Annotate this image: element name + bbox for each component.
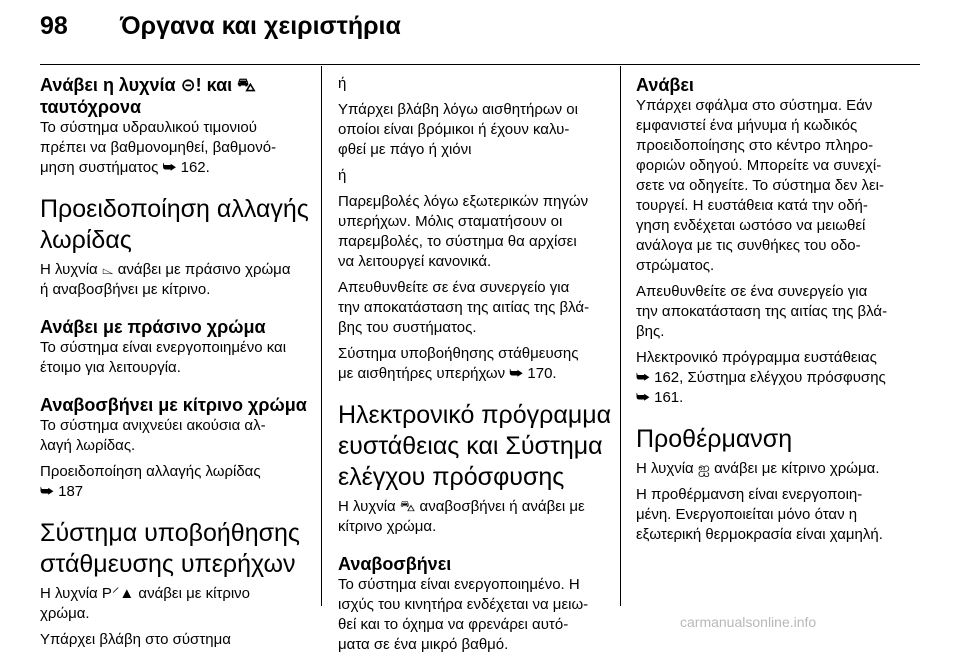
heading-esc: Ηλεκτρονικό πρόγραμμα ευστάθειας και Σύστημα ελέγχου πρόσφυσης	[338, 401, 612, 491]
heading-preheat: Προθέρμανση	[636, 425, 793, 453]
paragraph-or-1: ή	[338, 75, 347, 92]
watermark: carmanualsonline.info	[680, 614, 817, 630]
heading-both-lamps: Ανάβει η λυχνία ⊝! και ⛍ ταυτόχρονα	[40, 75, 256, 117]
paragraph-lit: Υπάρχει σφάλμα στο σύστημα. Εάν εμφανιστεί ένα μήνυμα ή κωδικός προειδοποίησης στο κέντρο πληρο- φοριών οδηγού. Μπορείτε να συνεχί- σετε να οδηγείτε. Το σύστημα δεν λει- τουργεί. Η ευστάθεια κατά την οδή- γηση ενδέχεται ωστόσο να μειωθεί ανάλογα με τις συνθήκες του οδο- στρώματος.	[636, 97, 885, 274]
column-divider-2	[620, 66, 621, 606]
paragraph-interference: Παρεμβολές λόγω εξωτερικών πηγών υπερήχων. Μόλις σταματήσουν οι παρεμβολές, το σύστημα θα αρχίσει να λειτουργεί κανονικά.	[338, 193, 589, 270]
paragraph-parking-ref: Σύστημα υποβοήθησης στάθμευσης με αισθητήρες υπερήχων ⮩ 170.	[338, 345, 579, 382]
page-header	[40, 12, 920, 52]
heading-blinks: Αναβοσβήνει	[338, 554, 452, 574]
paragraph-lane-ref: Προειδοποίηση αλλαγής λωρίδας ⮩ 187	[40, 463, 261, 500]
paragraph-yellow: Το σύστημα ανιχνεύει ακούσια αλ- λαγή λωρίδας.	[40, 417, 266, 454]
paragraph-workshop: Απευθυνθείτε σε ένα συνεργείο για την αποκατάσταση της αιτίας της βλά- βης του συστήματος.	[338, 279, 590, 336]
header-rule	[40, 64, 920, 65]
paragraph-workshop-2: Απευθυνθείτε σε ένα συνεργείο για την αποκατάσταση της αιτίας της βλά- βης.	[636, 283, 888, 340]
paragraph-steering: Το σύστημα υδραυλικού τιμονιού πρέπει να βαθμονομηθεί, βαθμονό- μηση συστήματος ⮩ 162.	[40, 119, 277, 176]
paragraph-preheat-lamp: Η λυχνία ஐ ανάβει με κίτρινο χρώμα.	[636, 460, 880, 477]
page-title: Όργανα και χειριστήρια	[120, 12, 401, 40]
paragraph-parking-lamp: Η λυχνία P⸍▲ ανάβει με κίτρινο χρώμα.	[40, 585, 251, 622]
heading-lit: Ανάβει	[636, 75, 694, 95]
paragraph-esc-ref: Ηλεκτρονικό πρόγραμμα ευστάθειας ⮩ 162, Σύστημα ελέγχου πρόσφυσης ⮩ 161.	[636, 349, 886, 406]
column-3	[636, 74, 916, 551]
paragraph-green: Το σύστημα είναι ενεργοποιημένο και έτοιμο για λειτουργία.	[40, 339, 287, 376]
paragraph-blinks: Το σύστημα είναι ενεργοποιημένο. Η ισχύς του κινητήρα ενδέχεται να μειω- θεί και το όχημα να φρενάρει αυτό- ματα σε ένα μικρό βαθμό.	[338, 576, 589, 653]
paragraph-preheat: Η προθέρμανση είναι ενεργοποιη- μένη. Ενεργοποιείται μόνο όταν η εξωτερική θερμοκρασία είναι χαμηλή.	[636, 486, 883, 543]
heading-lane-warning: Προειδοποίηση αλλαγής λωρίδας	[40, 195, 309, 254]
heading-green: Ανάβει με πράσινο χρώμα	[40, 317, 266, 337]
heading-parking: Σύστημα υποβοήθησης στάθμευσης υπερήχων	[40, 519, 300, 578]
column-divider-1	[321, 66, 322, 606]
paragraph-sensors: Υπάρχει βλάβη λόγω αισθητήρων οι οποίοι είναι βρόμικοι ή έχουν καλυ- φθεί με πάγο ή χιόνι	[338, 101, 578, 158]
column-1	[40, 74, 312, 656]
paragraph-or-2: ή	[338, 167, 347, 184]
column-2	[338, 74, 610, 661]
heading-yellow: Αναβοσβήνει με κίτρινο χρώμα	[40, 395, 307, 415]
paragraph-esc-lamp: Η λυχνία ⛍ αναβοσβήνει ή ανάβει με κίτρινο χρώμα.	[338, 498, 585, 535]
paragraph-lane-lamp: Η λυχνία ⌳ ανάβει με πράσινο χρώμα ή αναβοσβήνει με κίτρινο.	[40, 261, 291, 298]
paragraph-parking-fault: Υπάρχει βλάβη στο σύστημα	[40, 631, 231, 648]
page-number: 98	[40, 12, 68, 40]
